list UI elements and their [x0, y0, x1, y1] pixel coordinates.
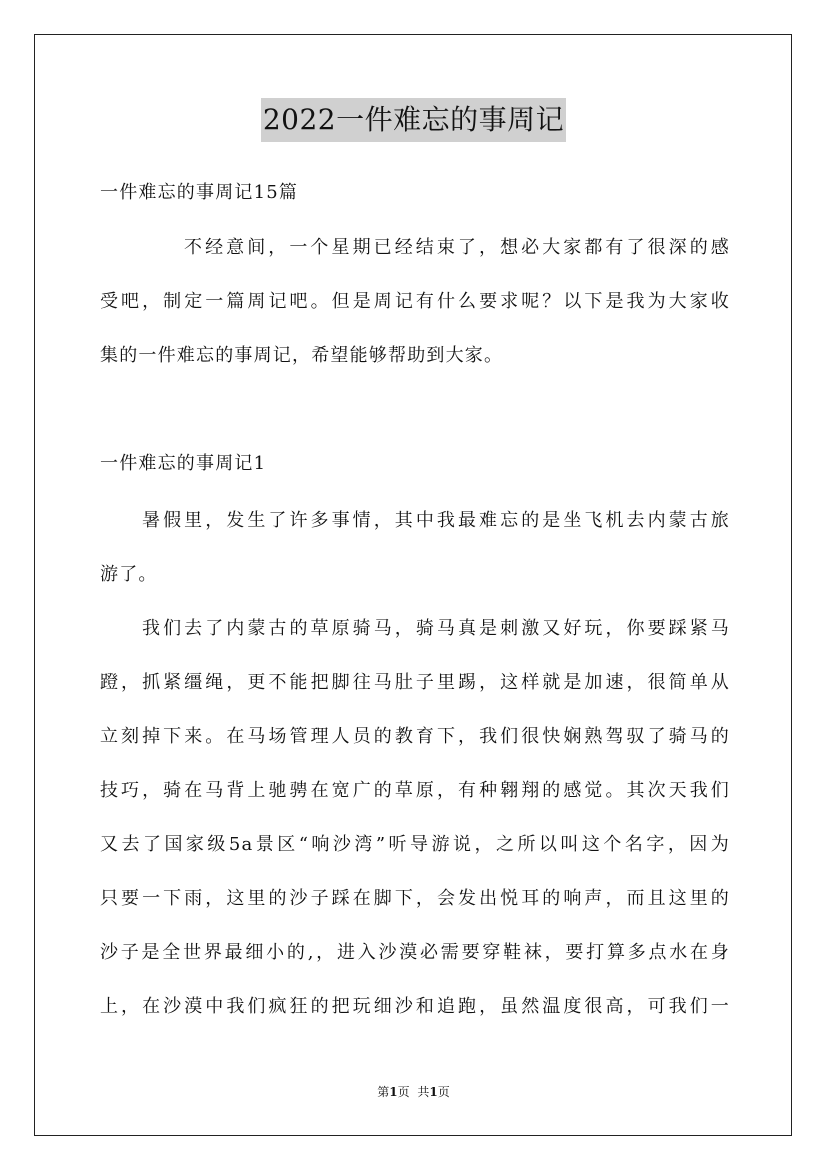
- paragraph-line: 上，在沙漠中我们疯狂的把玩细沙和追跑，虽然温度很高，可我们一: [100, 996, 730, 1017]
- section-title: 一件难忘的事周记1: [100, 453, 267, 474]
- paragraph-line: 暑假里，发生了许多事情，其中我最难忘的是坐飞机去内蒙古旅: [142, 510, 730, 531]
- intro-line: 不经意间，一个星期已经结束了，想必大家都有了很深的感: [184, 237, 730, 258]
- paragraph-line: 蹬，抓紧缰绳，更不能把脚往马肚子里踢，这样就是加速，很简单从: [100, 672, 730, 693]
- page-number: 1: [389, 1085, 398, 1099]
- title-container: [0, 98, 827, 142]
- page-footer: [0, 1084, 827, 1100]
- paragraph-line: 技巧，骑在马背上驰骋在宽广的草原，有种翱翔的感觉。其次天我们: [100, 780, 730, 801]
- total-prefix: 共: [417, 1085, 430, 1099]
- paragraph-line: 游了。: [100, 564, 158, 585]
- total-pages: 1: [429, 1085, 438, 1099]
- intro-line: 集的一件难忘的事周记，希望能够帮助到大家。: [100, 345, 504, 366]
- paragraph-line: 我们去了内蒙古的草原骑马，骑马真是刺激又好玩，你要踩紧马: [142, 618, 730, 639]
- total-suffix: 页: [437, 1085, 450, 1099]
- page-suffix: 页: [397, 1085, 410, 1099]
- subtitle: 一件难忘的事周记15篇: [100, 182, 299, 203]
- paragraph-line: 立刻掉下来。在马场管理人员的教育下，我们很快娴熟驾驭了骑马的: [100, 726, 730, 747]
- paragraph-line: 只要一下雨，这里的沙子踩在脚下，会发出悦耳的响声，而且这里的: [100, 888, 730, 909]
- page-prefix: 第: [377, 1085, 390, 1099]
- intro-line: 受吧，制定一篇周记吧。但是周记有什么要求呢？以下是我为大家收: [100, 291, 730, 312]
- document-title: 2022一件难忘的事周记: [261, 98, 566, 142]
- paragraph-line: 沙子是全世界最细小的,，进入沙漠必需要穿鞋袜，要打算多点水在身: [100, 942, 730, 963]
- paragraph-line: 又去了国家级5a景区“响沙湾”听导游说，之所以叫这个名字，因为: [100, 834, 730, 855]
